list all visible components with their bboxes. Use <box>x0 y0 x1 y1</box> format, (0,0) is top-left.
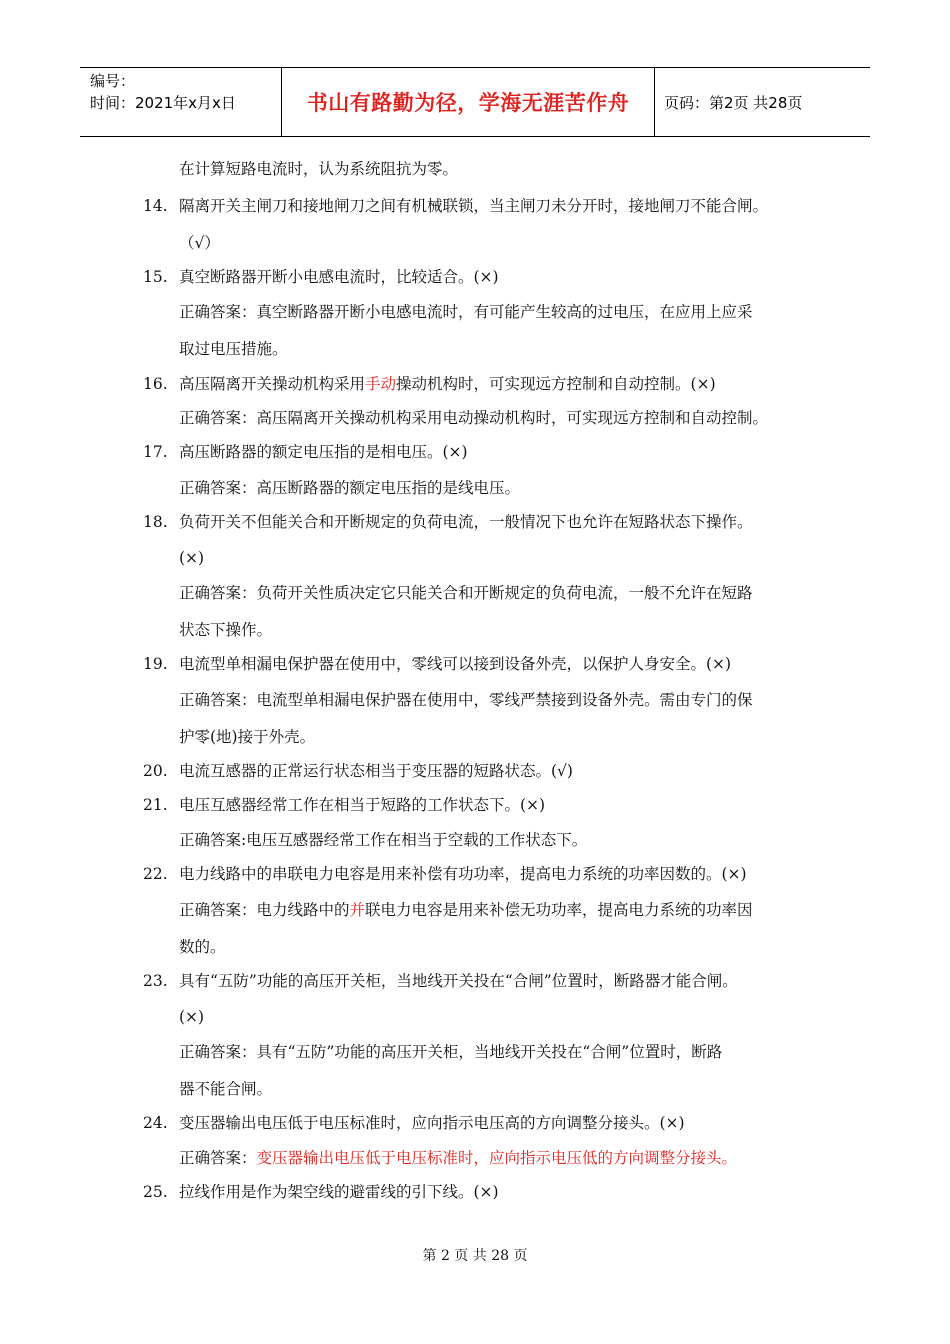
motto-text: 书山有路勤为径，学海无涯苦作舟 <box>306 91 630 115</box>
item-number: 23. <box>143 972 168 990</box>
item-number: 22. <box>143 865 168 883</box>
date-label: 时间：2021年x月x日 <box>90 94 236 112</box>
item-number: 21. <box>143 796 168 814</box>
item-number: 20. <box>143 762 168 780</box>
page-footer: 第 2 页 共 28 页 <box>422 1248 528 1264</box>
highlighted-text: 并 <box>349 901 366 919</box>
item-number: 17. <box>143 443 168 461</box>
item-number: 19. <box>143 655 168 673</box>
item-number: 15. <box>143 268 168 286</box>
item-number: 18. <box>143 513 168 531</box>
header-left-cell <box>80 68 281 136</box>
highlighted-text: 变压器输出电压低于电压标准时，应向指示电压低的方向调整分接头。 <box>256 1149 738 1167</box>
header-motto-cell <box>281 68 655 136</box>
header-page-cell <box>655 68 870 136</box>
serial-number-label: 编号： <box>90 72 136 90</box>
item-number: 24. <box>143 1114 168 1132</box>
page-info: 页码：第2页 共28页 <box>664 93 803 112</box>
page-header <box>80 67 870 137</box>
item-number: 16. <box>143 375 168 393</box>
item-number: 14. <box>143 197 168 215</box>
item-number: 25. <box>143 1183 168 1201</box>
highlighted-text: 手动 <box>365 375 397 393</box>
